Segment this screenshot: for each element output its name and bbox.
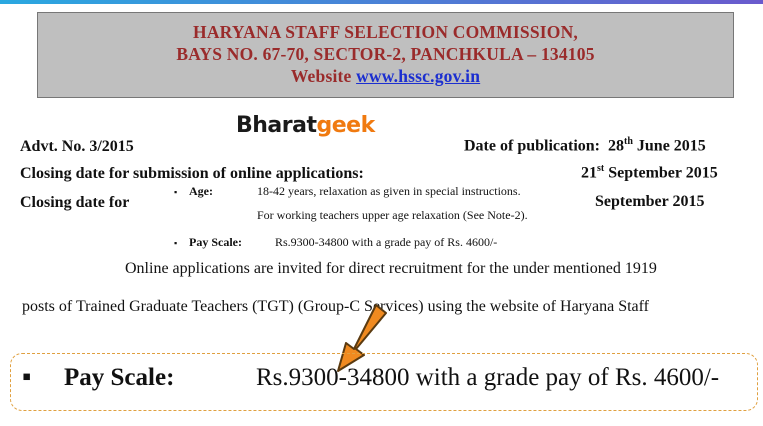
top-accent-strip (0, 0, 763, 4)
closing-date-second-value (595, 193, 734, 211)
header-address: BAYS NO. 67-70, SECTOR-2, PANCHKULA – 134105 (176, 44, 595, 64)
paragraph-line-2: posts of Trained Graduate Teachers (TGT) (Group-C Services) using the website of Haryana Staff (22, 298, 650, 315)
header-box (37, 12, 734, 98)
header-website (38, 65, 733, 87)
logo-part-2: geek (316, 113, 375, 138)
age-note: For working teachers upper age relaxation (See Note-2). (257, 208, 528, 222)
callout-bullet: ▪ (22, 362, 32, 391)
header-title: HARYANA STAFF SELECTION COMMISSION, (193, 22, 578, 42)
paragraph-line-1: Online applications are invited for direct recruitment for the under mentioned 1919 (125, 260, 657, 277)
pay-bullet-small: ▪ (174, 238, 178, 248)
closing-date-second-text: September 2015 (595, 193, 705, 210)
closing-day-suffix: st (597, 163, 605, 174)
advt-number: Advt. No. 3/2015 (20, 138, 134, 155)
closing-date-second-label: Closing date for (20, 194, 130, 211)
age-text: 18-42 years, relaxation as given in special instructions. (257, 184, 521, 198)
publication-day: 28 (608, 137, 624, 155)
publication-date (464, 136, 706, 155)
website-link[interactable]: www.hssc.gov.in (356, 66, 481, 86)
age-label-text: Age: (189, 184, 213, 198)
logo-part-1: Bharat (236, 113, 317, 138)
callout-pay-scale-label: Pay Scale: (64, 364, 175, 391)
age-label (189, 184, 213, 199)
age-bullet: ▪ (174, 187, 178, 197)
website-prefix: Website (290, 66, 357, 86)
pay-text-small: Rs.9300-34800 with a grade pay of Rs. 4600/- (275, 235, 498, 249)
closing-day: 21 (581, 164, 597, 182)
closing-date-online-label: Closing date for submission of online applications: (20, 165, 364, 182)
publication-day-suffix: th (624, 136, 633, 147)
publication-month-year: June 2015 (632, 137, 706, 155)
publication-label: Date of publication: (464, 137, 600, 155)
closing-date-online-value (581, 163, 718, 182)
pay-label-small (189, 235, 242, 250)
closing-month-year: September 2015 (604, 164, 718, 182)
pay-label-small-text: Pay Scale: (189, 235, 242, 249)
callout-pay-scale-text: Rs.9300-34800 with a grade pay of Rs. 4600/- (256, 364, 720, 391)
bharatgeek-logo (236, 113, 375, 138)
